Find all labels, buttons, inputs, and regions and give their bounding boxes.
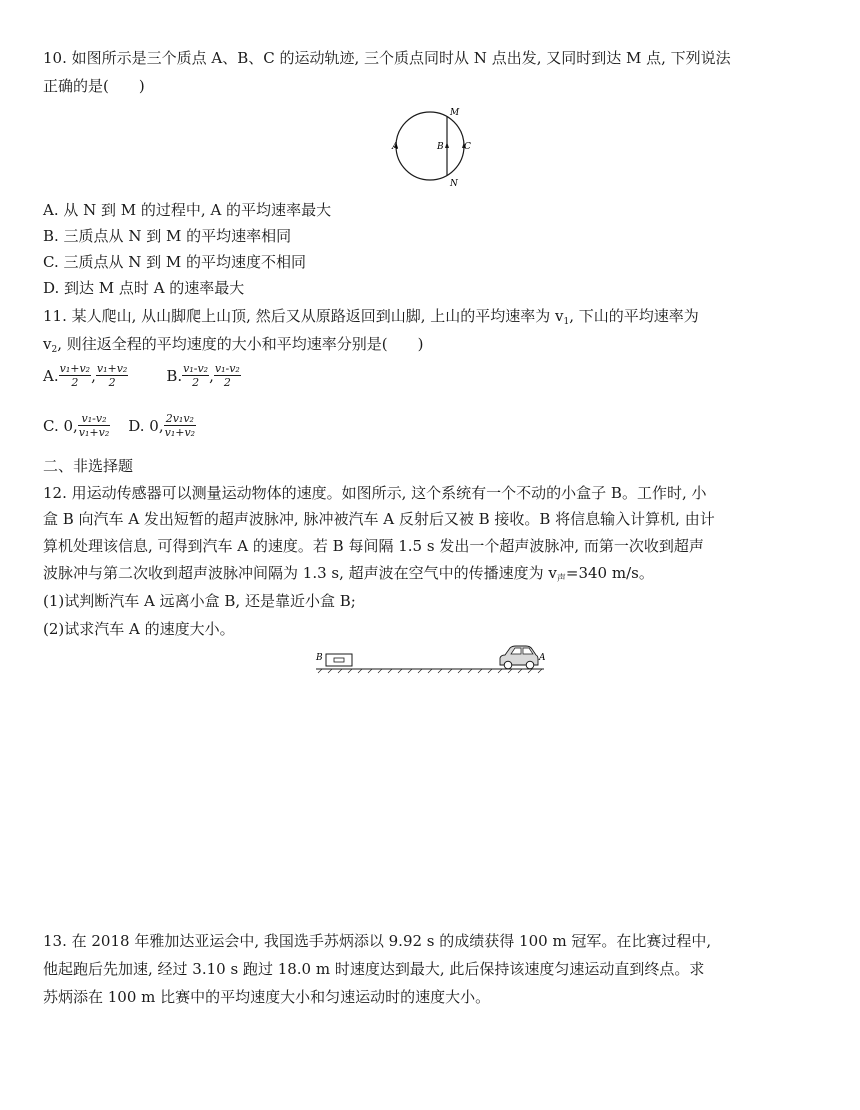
q11-option-a-frac2: $\frac{\text{v₁+v₂}}{2}$ [96,362,128,389]
q12-stem-line3: 算机处理该信息, 可得到汽车 A 的速度。若 B 每间隔 1.5 s 发出一个超声波脉冲, 而第一次收到超声 [43,537,704,555]
label-box-b: B [316,653,323,663]
q11-stem-line2: $v_2$, 则往返全程的平均速度的大小和平均速率分别是( ) [43,335,424,355]
q13-stem-line3: 苏炳添在 100 m 比赛中的平均速度大小和匀速运动时的速度大小。 [43,988,491,1006]
q12-stem-line4: 波脉冲与第二次收到超声波脉冲间隔为 1.3 s, 超声波在空气中的传播速度为 $v_声=340$ m/s。 [43,564,654,584]
q13-stem-line1: 13. 在 2018 年雅加达亚运会中, 我国选手苏炳添以 9.92 s 的成绩获得 100 m 冠军。在比赛过程中, [43,932,712,950]
q11-option-d-frac: $\frac{\text{2v₁v₂}}{\text{v₁+v₂}}$ [164,412,196,439]
q11-option-c-frac: $\frac{\text{v₁-v₂}}{\text{v₁+v₂}}$ [78,412,110,439]
q11-option-b-label: B. [166,366,183,385]
q10-stem-line2: 正确的是( ) [43,77,145,95]
label-c: C [464,142,471,152]
q10-option-c: C. 三质点从 N 到 M 的平均速度不相同 [43,253,307,271]
q10-option-d: D. 到达 M 点时 A 的速率最大 [43,279,245,297]
q10-option-b: B. 三质点从 N 到 M 的平均速率相同 [43,227,292,245]
q13-stem-line2: 他起跑后先加速, 经过 3.10 s 跑过 18.0 m 时速度达到最大, 此后保持该速度匀速运动直到终点。求 [43,960,705,978]
q10-stem-line1: 10. 如图所示是三个质点 A、B、C 的运动轨迹, 三个质点同时从 N 点出发, 又同时到达 M 点, 下列说法 [43,49,731,67]
q12-sensor-car-figure [312,644,548,678]
label-n: N [450,179,458,188]
q11-options-ab: A. $\frac{\text{v₁+v₂}}{2}$ , $\frac{\text{v₁+v₂}}{2}$ B. $\frac{\text{v₁-v₂}}{2}$ , $\frac{\text{v₁-v₂}}{2}$ [43,362,240,389]
q11-option-b-frac2: $\frac{\text{v₁-v₂}}{2}$ [214,362,240,389]
q11-options-cd [43,412,196,439]
q12-subquestion-2: (2)试求汽车 A 的速度大小。 [43,620,235,638]
q12-stem-line1: 12. 用运动传感器可以测量运动物体的速度。如图所示, 这个系统有一个不动的小盒子 B。工作时, 小 [43,484,707,502]
q10-trajectory-figure [380,104,480,188]
q12-stem-line2: 盒 B 向汽车 A 发出短暂的超声波脉冲, 脉冲被汽车 A 反射后又被 B 接收。B 将信息输入计算机, 由计 [43,510,715,528]
q11-option-a-label: A. [43,366,59,385]
section-heading: 二、非选择题 [43,457,134,475]
q12-subquestion-1: (1)试判断汽车 A 远离小盒 B, 还是靠近小盒 B; [43,592,356,610]
q11-stem-line1: 11. 某人爬山, 从山脚爬上山顶, 然后又从原路返回到山脚, 上山的平均速率为 $v_1$, 下山的平均速率为 [43,307,699,327]
q11-option-a-frac1: $\frac{\text{v₁+v₂}}{2}$ [59,362,91,389]
q11-option-d-label: D. 0, [128,416,164,435]
q11-option-b-frac1: $\frac{\text{v₁-v₂}}{2}$ [183,362,209,389]
label-m: M [450,108,460,118]
label-b: B [437,142,444,152]
label-car-a: A [539,653,546,663]
label-a: A [392,142,399,152]
q10-option-a: A. 从 N 到 M 的过程中, A 的平均速率最大 [43,201,332,219]
q11-option-c-label: C. 0, [43,416,78,435]
